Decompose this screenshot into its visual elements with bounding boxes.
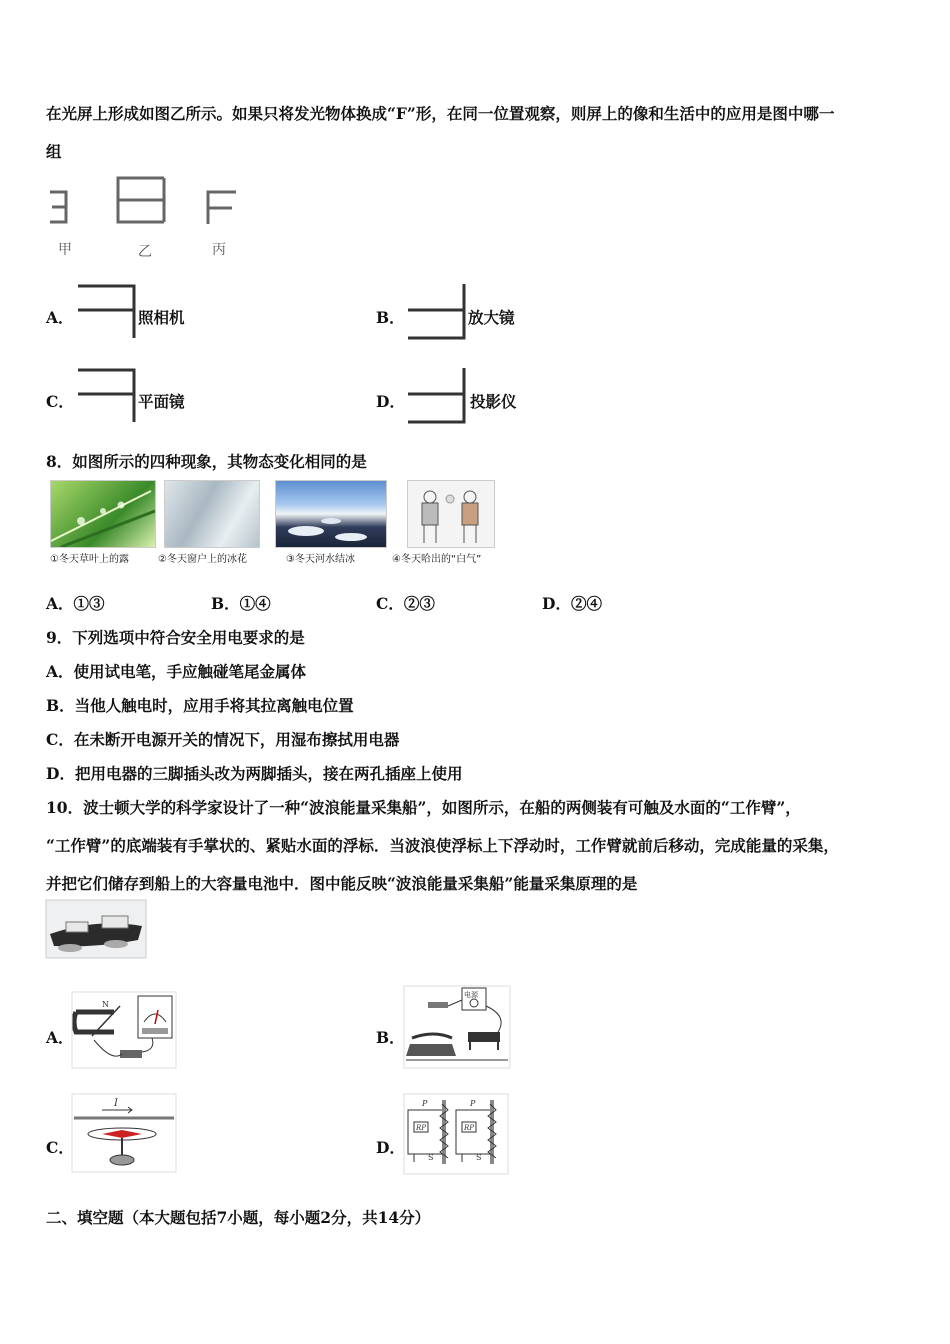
fig-d-rp1: RP (416, 1124, 426, 1132)
q7-option-c-shape (76, 366, 138, 424)
q10-option-b-letter: B． (376, 1028, 405, 1047)
q10-option-b-figure (404, 986, 510, 1068)
q7-figure-shapes (46, 178, 246, 268)
fig-label-bing: 丙 (212, 242, 226, 258)
q8-caption-2: ②冬天窗户上的冰花 (158, 554, 247, 565)
q10-stem-line2: “工作臂”的底端装有手掌状的、紧贴水面的浮标．当波浪使浮标上下浮动时，工作臂就前后移动，完成能量的采集， (46, 836, 839, 855)
q9-option-d: D．把用电器的三脚插头改为两脚插头，接在两孔插座上使用 (46, 764, 463, 783)
q7-stem-line1: 在光屏上形成如图乙所示。如果只将发光物体换成“F”形，在同一位置观察，则屏上的像和生活中的应用是图中哪一 (46, 104, 835, 123)
fig-a-n-label: N (102, 1000, 109, 1009)
q8-option-c: C．②③ (376, 594, 435, 613)
q10-stem-line1: 10．波士顿大学的科学家设计了一种“波浪能量采集船”，如图所示，在船的两侧装有可触及水面的“工作臂”， (46, 798, 801, 817)
q8-option-b: B．①④ (211, 594, 271, 613)
q10-option-a-letter: A． (46, 1028, 74, 1047)
q10-option-c-figure (72, 1094, 176, 1172)
q9-option-a: A．使用试电笔，手应触碰笔尾金属体 (46, 662, 307, 681)
q8-option-d: D．②④ (542, 594, 602, 613)
fig-b-power-label: 电源 (464, 991, 478, 999)
q9-option-c: C．在未断开电源开关的情况下，用湿布擦拭用电器 (46, 730, 400, 749)
q10-stem-line3: 并把它们储存到船上的大容量电池中．图中能反映“波浪能量采集船”能量采集原理的是 (46, 874, 638, 893)
section2-title: 二、填空题（本大题包括7小题，每小题2分，共14分） (46, 1208, 431, 1227)
fig-d-s2: S (476, 1153, 482, 1162)
fig-d-s1: S (428, 1153, 434, 1162)
photo-breath (407, 480, 495, 548)
q7-option-b-shape (406, 282, 468, 340)
q8-option-a: A．①③ (46, 594, 105, 613)
q7-option-d-text: 投影仪 (470, 392, 517, 411)
fig-label-yi: 乙 (138, 244, 152, 260)
q8-caption-3: ③冬天河水结冰 (286, 554, 355, 565)
photo-dew (50, 480, 156, 548)
q7-option-b-letter: B． (376, 308, 405, 327)
q10-option-d-figure (404, 1094, 508, 1174)
fig-c-current-label: I (114, 1098, 118, 1109)
q7-option-c-letter: C． (46, 392, 74, 411)
q10-option-d-letter: D． (376, 1138, 405, 1157)
fig-d-p1: P (422, 1099, 428, 1108)
q7-option-a-shape (76, 282, 138, 340)
q7-option-a-text: 照相机 (138, 308, 185, 327)
fig-d-rp2: RP (464, 1124, 474, 1132)
q8-caption-4: ④冬天哈出的“白气” (392, 554, 482, 565)
q7-option-a-letter: A． (46, 308, 74, 327)
q10-boat-image (46, 900, 146, 958)
q10-option-c-letter: C． (46, 1138, 74, 1157)
q8-stem: 8．如图所示的四种现象，其物态变化相同的是 (46, 452, 367, 471)
q7-option-c-text: 平面镜 (138, 392, 185, 411)
q7-stem-line2: 组 (46, 142, 62, 161)
q9-stem: 9．下列选项中符合安全用电要求的是 (46, 628, 305, 647)
q8-caption-1: ①冬天草叶上的露 (50, 554, 129, 565)
q7-option-d-shape (406, 366, 468, 424)
q9-option-b: B．当他人触电时，应用手将其拉离触电位置 (46, 696, 354, 715)
photo-river (275, 480, 387, 548)
photo-frost (164, 480, 260, 548)
q7-option-b-text: 放大镜 (468, 308, 515, 327)
fig-label-jia: 甲 (58, 242, 72, 258)
q10-option-a-figure (72, 992, 176, 1068)
fig-d-p2: P (470, 1099, 476, 1108)
q7-option-d-letter: D． (376, 392, 405, 411)
